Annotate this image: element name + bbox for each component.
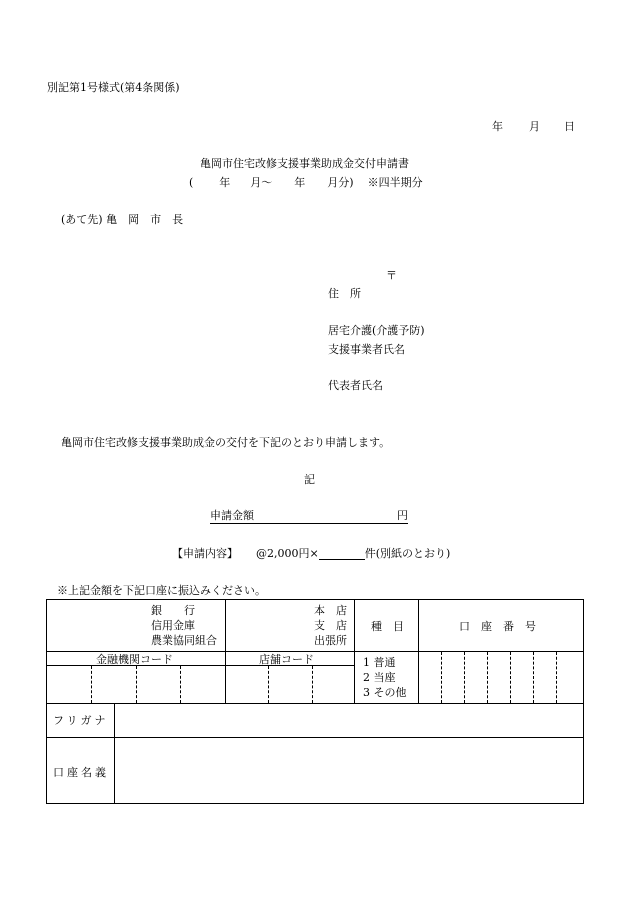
bank-type-credit-union[interactable]: 信用金庫 <box>151 619 195 632</box>
branch-type-branch[interactable]: 支 店 <box>314 619 347 632</box>
account-type-other[interactable]: 3 その他 <box>363 686 407 699</box>
addressee-prefix: (あて先) <box>61 213 103 226</box>
branch-type-main[interactable]: 本 店 <box>314 604 347 617</box>
account-number-header: 口 座 番 号 <box>459 620 536 633</box>
period-line <box>189 176 423 189</box>
document-title: 亀岡市住宅改修支援事業助成金交付申請書 <box>200 157 409 170</box>
form-reference: 別記第1号様式(第4条関係) <box>47 81 180 94</box>
account-type-ordinary[interactable]: 1 普通 <box>363 656 396 669</box>
branch-code-label: 店舗コード <box>259 653 314 666</box>
account-name-label: 口座名義 <box>53 766 109 779</box>
ki-label: 記 <box>304 473 315 486</box>
amount-field[interactable] <box>210 509 408 524</box>
date-month-label: 月 <box>529 120 540 133</box>
furigana-label: フリガナ <box>53 714 109 727</box>
postal-mark: 〒 <box>386 269 397 282</box>
bank-account-table <box>46 599 584 804</box>
period-month-1: 月～ <box>250 176 273 189</box>
business-label-line-2: 支援事業者氏名 <box>328 343 405 356</box>
address-label: 住 所 <box>328 287 361 300</box>
request-sentence: 亀岡市住宅改修支援事業助成金の交付を下記のとおり申請します。 <box>61 436 391 449</box>
content-unit-price: @2,000円× <box>256 546 319 560</box>
period-year-2: 年 <box>294 176 306 189</box>
bank-code-label: 金融機関コード <box>96 653 173 666</box>
date-day-label: 日 <box>564 120 575 133</box>
representative-label: 代表者氏名 <box>328 379 383 392</box>
content-count-unit: 件(別紙のとおり) <box>364 546 451 560</box>
period-month-2: 月分) <box>327 176 354 189</box>
transfer-note: ※上記金額を下記口座に振込みください。 <box>57 584 266 597</box>
bank-type-bank[interactable]: 銀 行 <box>151 604 195 617</box>
content-label: 【申請内容】 <box>172 546 238 560</box>
furigana-field[interactable] <box>117 705 582 735</box>
amount-unit: 円 <box>397 509 408 522</box>
content-line <box>172 546 450 560</box>
account-type-current[interactable]: 2 当座 <box>363 671 396 684</box>
amount-line <box>210 509 408 527</box>
content-count-field[interactable] <box>319 546 365 560</box>
addressee <box>61 213 183 226</box>
period-open: ( <box>189 176 194 189</box>
business-label-line-1: 居宅介護(介護予防) <box>328 324 425 337</box>
branch-type-office[interactable]: 出張所 <box>314 634 347 647</box>
date-year-label: 年 <box>492 120 503 133</box>
amount-label: 申請金額 <box>210 509 254 522</box>
period-year-1: 年 <box>219 176 231 189</box>
period-note: ※四半期分 <box>367 176 423 189</box>
bank-type-agri-coop[interactable]: 農業協同組合 <box>151 634 217 647</box>
account-type-header: 種 目 <box>371 620 404 633</box>
account-name-field[interactable] <box>117 739 582 802</box>
addressee-name: 亀 岡 市 長 <box>106 213 184 226</box>
